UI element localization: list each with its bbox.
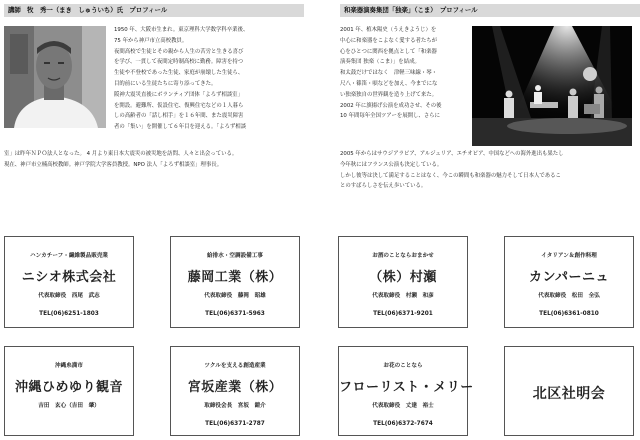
bio-line: 1950 年、大阪市生まれ。東京理科大学数学科卒業後、 bbox=[114, 27, 249, 33]
sponsor-representative: 代表取締役 松田 全弘 bbox=[538, 293, 600, 299]
bio-line: を学び、一貫して夜間定時制高校に勤務。障害を持つ bbox=[114, 59, 244, 66]
sponsor-category: お花のことなら bbox=[383, 363, 423, 369]
bio-line: 夜間高校で生徒とその親から人生の苦労と生きる喜び bbox=[114, 48, 244, 55]
bio-line: 現在、神戸市立楠高校教師。神戸学院大学客員教授。NPO 法人「よろず相談室」理事長。 bbox=[4, 161, 223, 168]
lecturer-bio-continued bbox=[4, 149, 324, 171]
sponsor-phone: TEL(06)6251-1803 bbox=[39, 311, 99, 317]
sponsor-representative: 代表取締役 藤岡 昭雄 bbox=[204, 293, 266, 299]
sponsor-ad-nishio bbox=[4, 236, 134, 328]
sponsor-category: ツクルを支える創造産業 bbox=[204, 363, 266, 369]
bio-line: 生徒や不登校であった生徒、家庭が崩壊した生徒ら、 bbox=[114, 70, 244, 77]
sponsor-category: 沖縄糸満市 bbox=[55, 363, 83, 369]
bio-line: 目的前にいる生徒たちに寄り添ってきた。 bbox=[114, 80, 217, 87]
sponsor-ad-miyasaka bbox=[170, 346, 300, 436]
sponsor-phone: TEL(06)6371-9201 bbox=[373, 311, 433, 317]
bio-line: 和太鼓だけではなく 津軽三味線・琴・ bbox=[340, 70, 438, 77]
bio-line: 尺八・篠笛・唄などを加え、今までにな bbox=[340, 80, 438, 87]
sponsor-name: ニシオ株式会社 bbox=[21, 270, 117, 285]
lecturer-photo bbox=[4, 26, 106, 128]
bio-line: 今年秋にはフランス公演も決定している。 bbox=[340, 161, 443, 168]
ensemble-bio bbox=[340, 25, 470, 122]
sponsor-name: フローリスト・メリー bbox=[339, 380, 474, 395]
sponsor-phone: TEL(06)6372-7674 bbox=[373, 421, 433, 427]
bio-line: 室」は昨年ＮＰＯ法人となった。 4 月より東日本大震災の被災地を訪問、人々と出会っている。 bbox=[4, 151, 238, 157]
bio-line: 者の「集い」を開催して６年目を迎える。「よろず相談 bbox=[114, 124, 247, 131]
sponsor-ad-kitaku-shameikai bbox=[504, 346, 634, 436]
bio-line: い独楽独自の世界観を造り上げて来た。 bbox=[340, 91, 438, 98]
bio-line: とのすばらしさを伝え歩いている。 bbox=[340, 183, 427, 190]
sponsor-category: 給排水・空調設備工事 bbox=[207, 253, 263, 259]
sponsor-name: 藤岡工業（株） bbox=[187, 270, 283, 285]
left-profile-header: 講師 牧 秀一（まき しゅういち）氏 プロフィール bbox=[4, 4, 304, 17]
sponsor-name: 沖縄ひめゆり観音 bbox=[14, 380, 123, 395]
bio-line: 2001 年、植木陽史（うえきようじ）を bbox=[340, 27, 437, 33]
bio-line: 阪神大震災直後にボランティア団体「よろず相談室」 bbox=[114, 91, 243, 98]
bio-line: しかし彼等は決して満足することはなく、今この瞬間も和楽器の魅力そして日本人であるこ bbox=[340, 172, 561, 179]
sponsor-ad-murase bbox=[338, 236, 468, 328]
sponsor-name: カンパーニュ bbox=[528, 270, 610, 285]
sponsor-name: （株）村瀬 bbox=[369, 270, 437, 285]
bio-line: 10 年間毎年全国ツアーを展開し、さらに bbox=[340, 113, 441, 120]
bio-line: 75 年から神戸市立高校教員。 bbox=[114, 37, 188, 44]
bio-line: 心をひとつに関西を拠点として「和楽器 bbox=[340, 48, 437, 55]
sponsor-name: 宮坂産業（株） bbox=[187, 380, 283, 395]
sponsor-representative: 取締役会長 宮坂 鎧介 bbox=[204, 403, 266, 409]
bio-line: 2005 年からはサウジアラビア、アルジェリア、エチオピア、中国などへの海外進出も果たし bbox=[340, 151, 564, 157]
ensemble-stage-photo bbox=[472, 26, 632, 146]
sponsor-representative: 代表取締役 西尾 武志 bbox=[38, 293, 100, 299]
bio-line: しの高齢者の「話し相手」を１６年間、また震災障害 bbox=[114, 113, 244, 120]
sponsor-phone: TEL(06)6371-2787 bbox=[205, 421, 265, 427]
lecturer-bio bbox=[114, 25, 304, 133]
sponsor-category: イタリアン＆創作料理 bbox=[541, 253, 597, 259]
sponsor-phone: TEL(06)6361-0810 bbox=[539, 311, 599, 317]
bio-line: 2002 年に旗揚げ公演を成功させ、その後 bbox=[340, 102, 442, 109]
sponsor-phone: TEL(06)6371-5963 bbox=[205, 311, 265, 317]
sponsor-ad-himeyuri bbox=[4, 346, 134, 436]
sponsor-representative: 吉田 玄心（吉田 肇） bbox=[38, 403, 100, 409]
sponsor-category: お酒のことならおまかせ bbox=[372, 253, 434, 259]
sponsor-ad-florist-mary bbox=[338, 346, 474, 436]
bio-line: を開設。避難所、仮設住宅、復興住宅などの１人暮ら bbox=[114, 102, 244, 109]
right-profile-header: 和楽器演奏集団「独楽」（こま） プロフィール bbox=[340, 4, 640, 17]
bio-line: 中心に和楽器をこよなく愛する者たちが bbox=[340, 37, 438, 44]
bio-line: 演奏集団 独楽（こま）」を結成。 bbox=[340, 59, 420, 66]
sponsor-ad-fujioka bbox=[170, 236, 300, 328]
sponsor-representative: 代表取締役 丈達 裕士 bbox=[372, 403, 434, 409]
sponsor-category: ハンカチーフ・繊維製品販売業 bbox=[29, 253, 109, 259]
sponsor-ad-campagne bbox=[504, 236, 634, 328]
ensemble-bio-continued bbox=[340, 149, 636, 192]
sponsor-name: 北区社明会 bbox=[532, 386, 606, 402]
sponsor-representative: 代表取締役 村瀬 和彦 bbox=[372, 293, 434, 299]
